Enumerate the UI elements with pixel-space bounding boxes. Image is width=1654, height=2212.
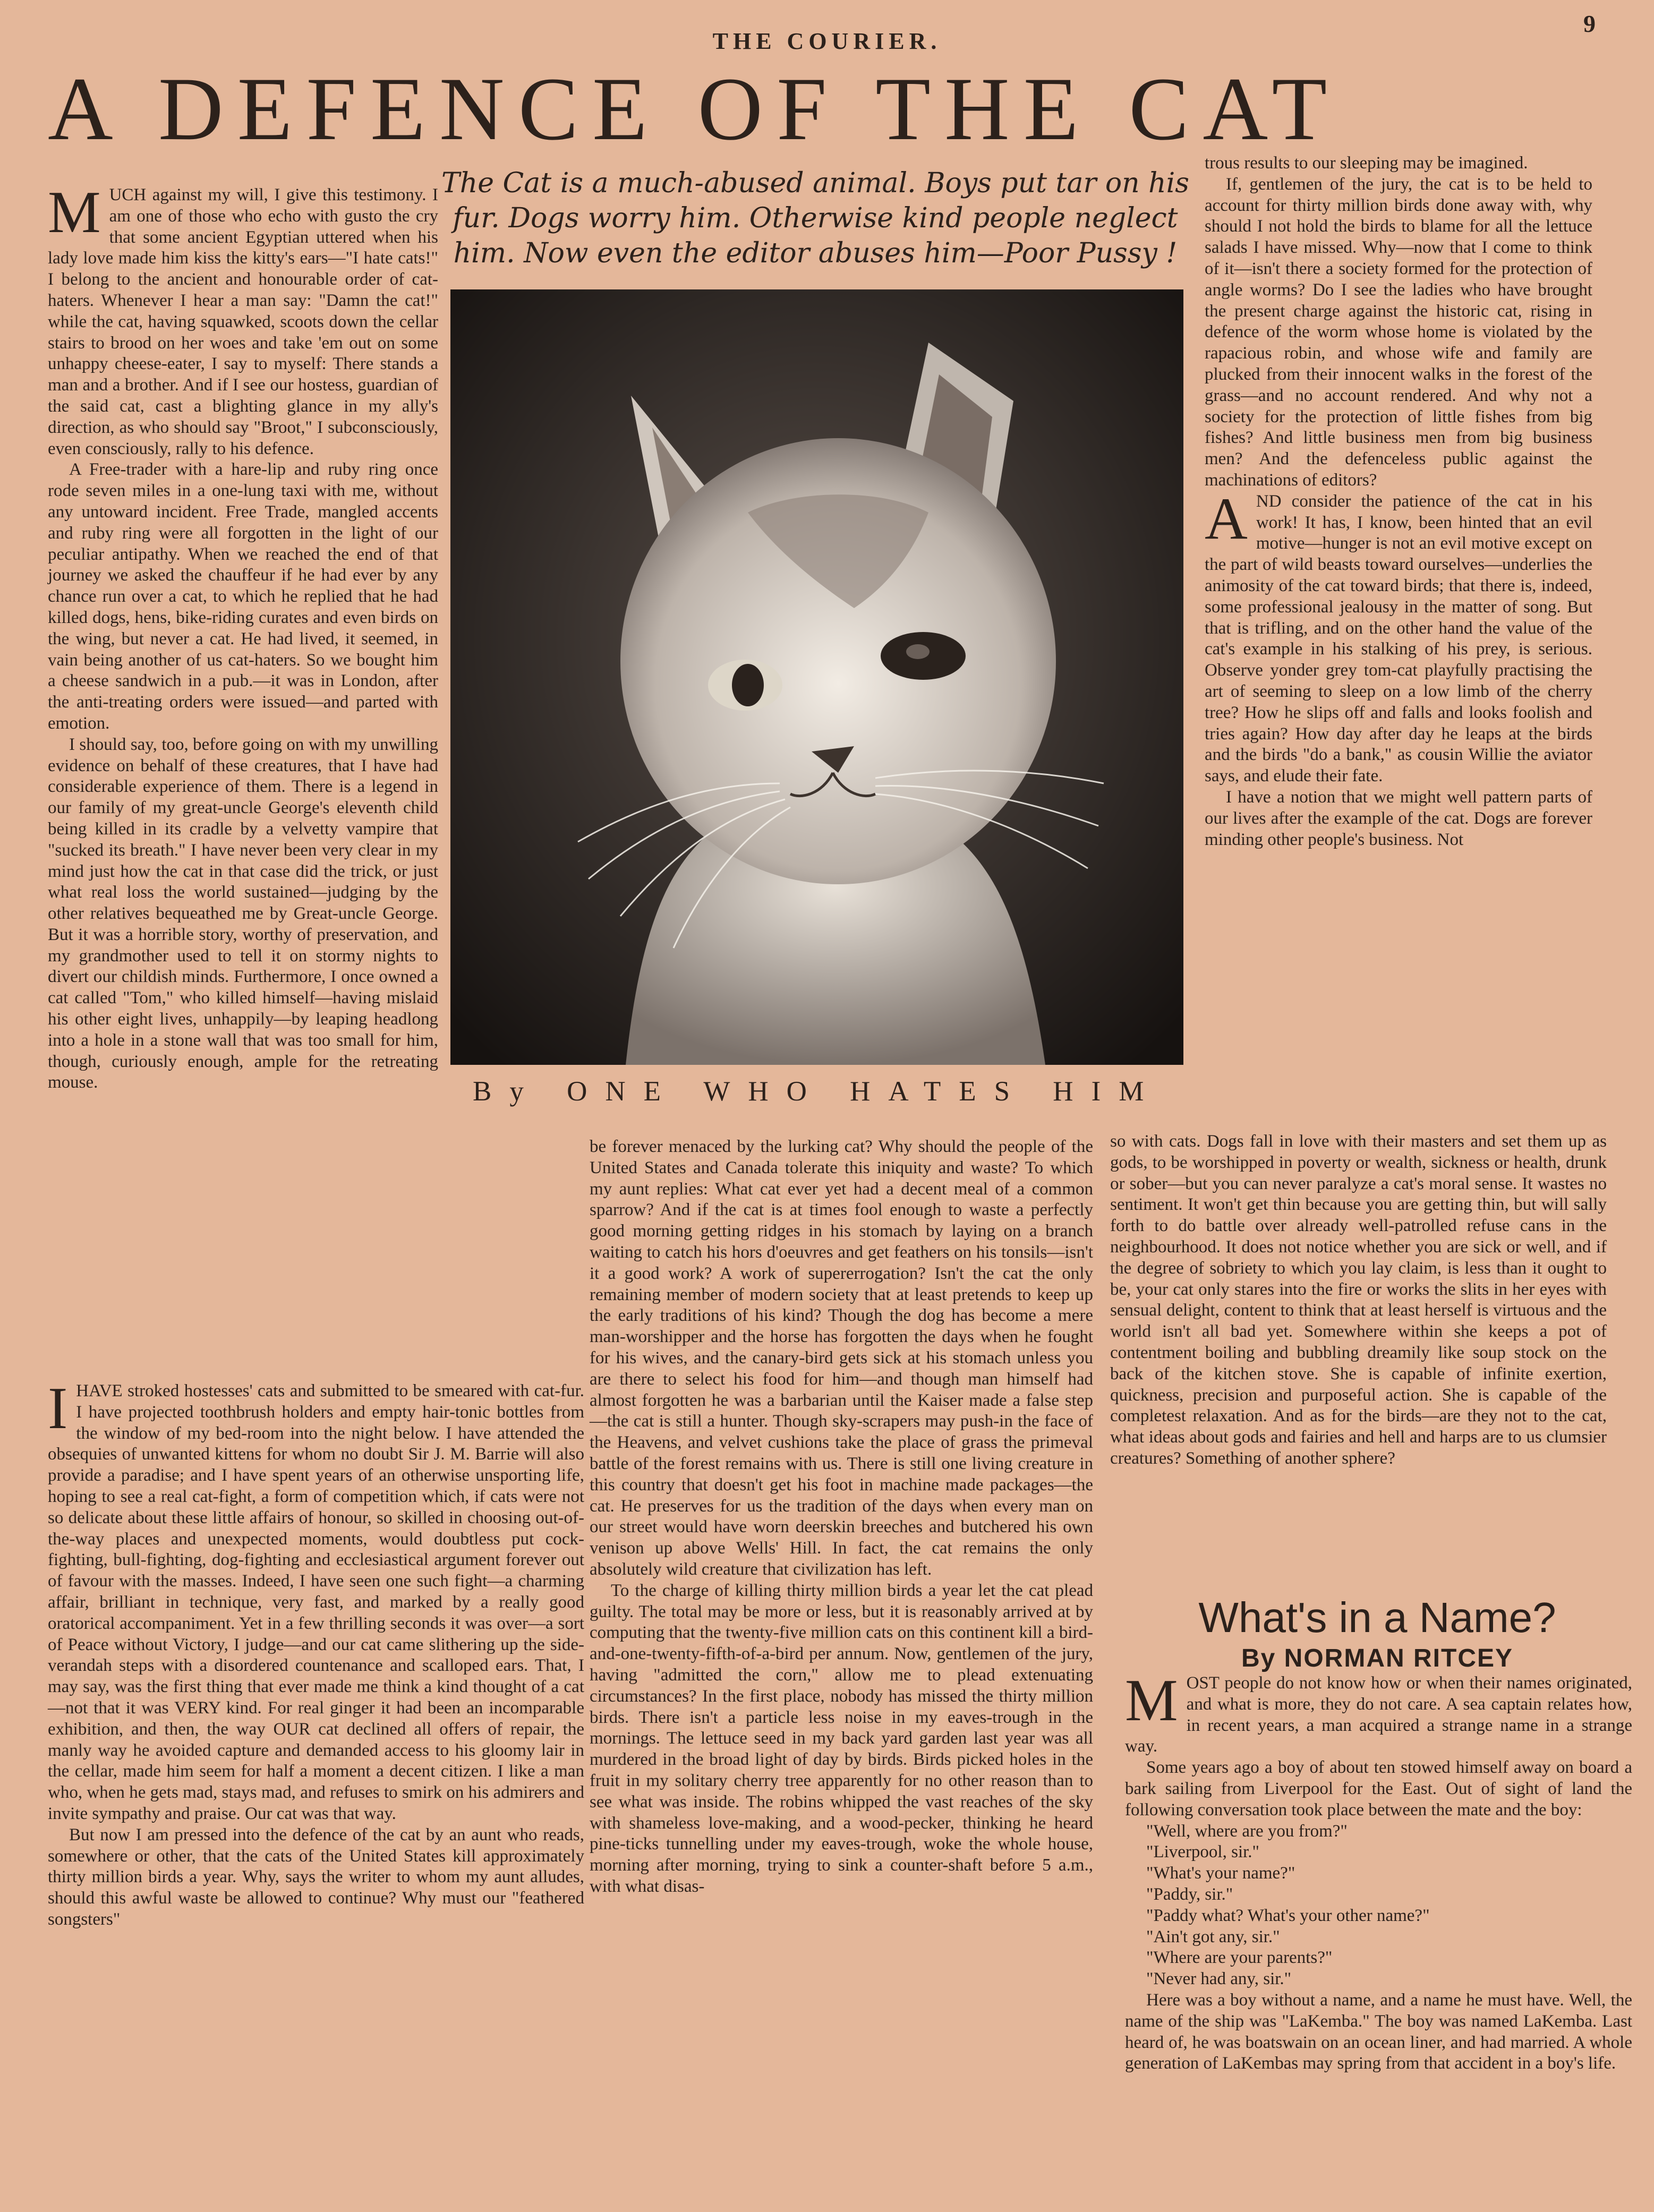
article-paragraph: A Free-trader with a hare-lip and ruby ring once rode seven miles in a one-lung taxi with me, without any untoward incident. Free Trade, mangled accents and ruby ring were all forgotten in the light of our peculiar antipathy. When we reached the end of that journey we asked the chauffeur if he had ever by any chance run over a cat, to which he replied that he had killed dogs, hens, bike-riding curates and even birds on the wing, but never a cat. He had lived, it seemed, in vain being another of us cat-haters. So we bought him a cheese sandwich in a pub.—it was in London, after the anti-treating orders were issued—and parted with emotion. [48,460,438,733]
drop-cap: M [1125,1668,1178,1733]
dialogue-line: "Never had any, sir." [1146,1969,1292,1989]
cat-photo-illustration [450,289,1183,1065]
article-column-1-lower [48,1376,584,1931]
article-column-2 [590,1137,1093,1898]
cat-photo [450,289,1183,1065]
drop-cap: M [48,180,101,245]
article-paragraph: MUCH against my will, I give this testimony. I am one of those who echo with gusto the cry that some ancient Egyptian uttered when his lady love made him kiss the kitty's ears—"I hate cats!" I belong to the ancient and honourable order of cat-haters. Whenever I hear a man say: "Damn the cat!" while the cat, having squawked, scoots down the cellar stairs to brood on her woes and take 'em out on some unhappy cheese-eater, I say to myself: There stands a man and a brother. And if I see our hostess, guardian of the said cat, cast a blighting glance in my ally's direction, as who should say "Broot," I subconsciously, even consciously, rally to his defence. [48,180,438,458]
article-paragraph: AND consider the patience of the cat in his work! It has, I know, been hinted that an evil motive—hunger is not an evil motive except on the part of wild beasts toward ourselves—underlies the animosity of the cat toward birds; that there is, indeed, some professional jealousy in the matter of song. But that is trifling, and on the other hand the value of the cat's example in his stalking of his prey, is serious. Observe yonder grey tom-cat playfully practising the art of seeming to sleep on a low limb of the cherry tree? How he slips off and falls and looks foolish and tries again? How day after day he leaps at the birds and the birds "do a bank," as cousin Willie the aviator says, and elude their fate. [1205,485,1592,786]
dialogue-line: "Where are your parents?" [1146,1948,1333,1968]
dialogue-line: "Paddy, sir." [1146,1884,1233,1904]
running-head: THE COURIER. [712,28,942,54]
dialogue-line: "Ain't got any, sir." [1146,1927,1280,1946]
deck: The Cat is a much-abused animal. Boys put tar on his fur. Dogs worry him. Otherwise kind people neglect him. Now even the editor abuses him—Poor Pussy ! [441,167,1189,269]
article-paragraph: IHAVE stroked hostesses' cats and submitted to be smeared with cat-fur. I have projected toothbrush holders and empty hair-tonic bottles from the window of my bed-room into the night below. I have attended the obsequies of unwanted kittens for whom no doubt Sir J. M. Barrie will also provide a paradise; and I have spent years of an otherwise unsporting life, hoping to see a real cat-fight, a form of competition which, if cats were not so delicate about these little affairs of honour, so skilled in choosing out-of-the-way places and unexpected moments, would doubtless put cock-fighting, bull-fighting, dog-fighting and ecclesiastical argument forever out of favour with the masses. Indeed, I have seen one such fight—a charming affair, brilliant in technique, very fast, and marked by a really good oratorical accompaniment. Yet in a few thrilling seconds it was over—a sort of Peace without Victory, I judge—and our cat came slithering up the side-verandah steps with a disordered countenance and scalloped ears. That, I may say, was the first thing that ever made me think a kind thought of a cat—not that it was VERY kind. For real ginger it had been an incomparable exhibition, and then, the way OUR cat declined all offers of repair, the manly way he avoided capture and demanded access to his gloomy lair in the cellar, made him seem for half a moment a decent citizen. I like a man who, when he gets mad, stays mad, and refuses to smirk on his admirers and invite sympathy and praise. Our cat was that way. [48,1376,584,1823]
article-column-3-lower [1110,1131,1607,1470]
sidebar-author: By NORMAN RITCEY [1241,1644,1514,1672]
dialogue-line: "Liverpool, sir." [1146,1842,1260,1862]
article-paragraph: But now I am pressed into the defence of the cat by an aunt who reads, somewhere or other, that the cats of the United States kill approximately thirty million birds a year. Why, says the writer to whom my aunt alludes, should this awful waste be allowed to continue? Why must our "feathered songsters" [48,1825,584,1929]
article-paragraph: I have a notion that we might well pattern parts of our lives after the example of the cat. Dogs are forever minding other people's business. Not [1205,787,1592,849]
headline: A DEFENCE OF THE CAT [48,59,1341,159]
page-number: 9 [1583,10,1596,37]
sidebar-paragraph: Some years ago a boy of about ten stowed himself away on board a bark sailing from Liverpool for the East. Out of sight of land the following conversation took place between the mate and the boy: [1125,1758,1632,1820]
sidebar-column [1125,1668,1632,2074]
dialogue-line: "What's your name?" [1146,1864,1295,1883]
article-column-1 [48,180,438,1094]
byline: By ONE WHO HATES HIM [473,1076,1162,1107]
article-column-3 [1205,153,1592,850]
article-paragraph: If, gentlemen of the jury, the cat is to be held to account for thirty million birds done away with, why should I not hold the birds to blame for all the lettuce salads I have missed. Why—now that I come to think of it—isn't there a society formed for the protection of angle worms? Do I see the ladies who have brought the present charge against the historic cat, rising in defence of the worm whose home is violated by the rapacious robin, and whose wife and family are plucked from their innocent walks in the forest of the grass—and no account rendered. And why not a society for the protection of little fishes from big fishes? And little business men from big business men? And the defenceless public against the machinations of editors? [1205,174,1592,490]
article-paragraph: trous results to our sleeping may be imagined. [1205,153,1528,173]
drop-cap: A [1205,485,1248,552]
article-paragraph: I should say, too, before going on with my unwilling evidence on behalf of these creatures, that I have had considerable experience of them. There is a legend in our family of my great-uncle George's eleventh child being killed in its cradle by a velvetty vampire that "sucked its breath." I have never been very clear in my mind just how the cat in that case did the trick, or just what real loss the world sustained—judging by the other relatives bequeathed me by Great-uncle George. But it was a horrible story, worthy of preservation, and my grandmother used to tell it on stormy nights to divert our childish minds. Furthermore, I once owned a cat called "Tom," who killed himself—having mislaid his other eight lives, unhappily—by leaping headlong into a hole in a stone wall that was too small for him, though, curiously enough, ample for the retreating mouse. [48,735,438,1092]
drop-cap: I [48,1376,68,1441]
article-paragraph: To the charge of killing thirty million birds a year let the cat plead guilty. The total may be more or less, but it is reasonably arrived at by computing that the twenty-five million cats on this continent kill a bird-and-one-twenty-fifth-of-a-bird per annum. Now, gentlemen of the jury, having "admitted the corn," allow me to plead extenuating circumstances? In the first place, nobody has missed the thirty million birds. There isn't a particle less noise in my eaves-trough in the mornings. The lettuce seed in my back yard garden last year was all murdered in the broad light of day by birds. Birds picked holes in the fruit in my solitary cherry tree apparently for no other reason than to see what was inside. The robins whipped the vast reaches of the sky with shameless love-making, and a wood-pecker, thinking he heard pine-ticks tunnelling under my eaves-trough, woke the whole house, morning after morning, trying to sink a counter-shaft before 5 a.m., with what disas- [590,1581,1093,1896]
sidebar-title: What's in a Name? [1198,1594,1556,1641]
sidebar-paragraph: MOST people do not know how or when their names originated, and what is more, they do not care. A sea captain relates how, in recent years, a man acquired a strange name in a strange way. [1125,1668,1632,1756]
article-paragraph: so with cats. Dogs fall in love with their masters and set them up as gods, to be worshipped in poverty or wealth, sickness or health, drunk or sober—but you can never paralyze a cat's moral sense. It wastes no sentiment. It won't get thin because you are getting thin, but will sally forth to do battle over already well-patrolled refuse cans in the neighbourhood. It does not notice whether you are sick or well, and if the degree of sobriety to which you lay claim, is less than it ought to be, your cat only stares into the fire or works the slits in her eyes with sensual delight, content to think that at least herself is virtuous and the world isn't all bad yet. Somewhere within she keeps a pot of contentment boiling and bubbling dreamily like soup stock on the back of the kitchen stove. She is capable of infinite exertion, quickness, precision and purposeful action. She is capable of the completest relaxation. And as for the birds—are they not to the cat, what ideas about gods and fairies and hell and harps are to us clumsier creatures? Something of another sphere? [1110,1132,1607,1468]
dialogue-line: "Well, where are you from?" [1146,1821,1348,1841]
dialogue-line: "Paddy what? What's your other name?" [1146,1906,1430,1925]
sidebar-paragraph: Here was a boy without a name, and a name he must have. Well, the name of the ship was "LaKemba." The boy was named LaKemba. Last heard of, he was boatswain on an ocean liner, and had married. A whole generation of LaKembas may spring from that accident in a boy's life. [1125,1990,1632,2073]
article-paragraph: be forever menaced by the lurking cat? Why should the people of the United States and Canada tolerate this iniquity and waste? To which my aunt replies: What cat ever yet had a decent meal of a common sparrow? And if the cat is at times fool enough to waste a perfectly good morning getting ridges in his stomach by laying on a branch waiting to catch his hors d'oeuvres and get feathers on his tonsils—isn't it a good work? A work of supererrogation? Isn't the cat the only remaining member of modern society that at least pretends to keep up the early traditions of his kind? Though the dog has become a mere man-worshipper and the horse has forgotten the days when he fought for his wives, and the canary-bird gets sick at his stomach unless you are there to select his food for him—and though man himself had almost forgotten he was a barbarian until the Kaiser made a false step—the cat is still a hunter. Though sky-scrapers may push-in the face of the Heavens, and velvet cushions take the place of grass the primeval battle of the forest remains with us. There is still one living creature in this country that doesn't get his foot in machine made packages—the cat. He preserves for us the tradition of the days when every man on our street would have worn deerskin breeches and butchered his own venison up above Wells' Hill. In fact, the cat remains the only absolutely wild creature that civilization has left. [590,1137,1093,1579]
